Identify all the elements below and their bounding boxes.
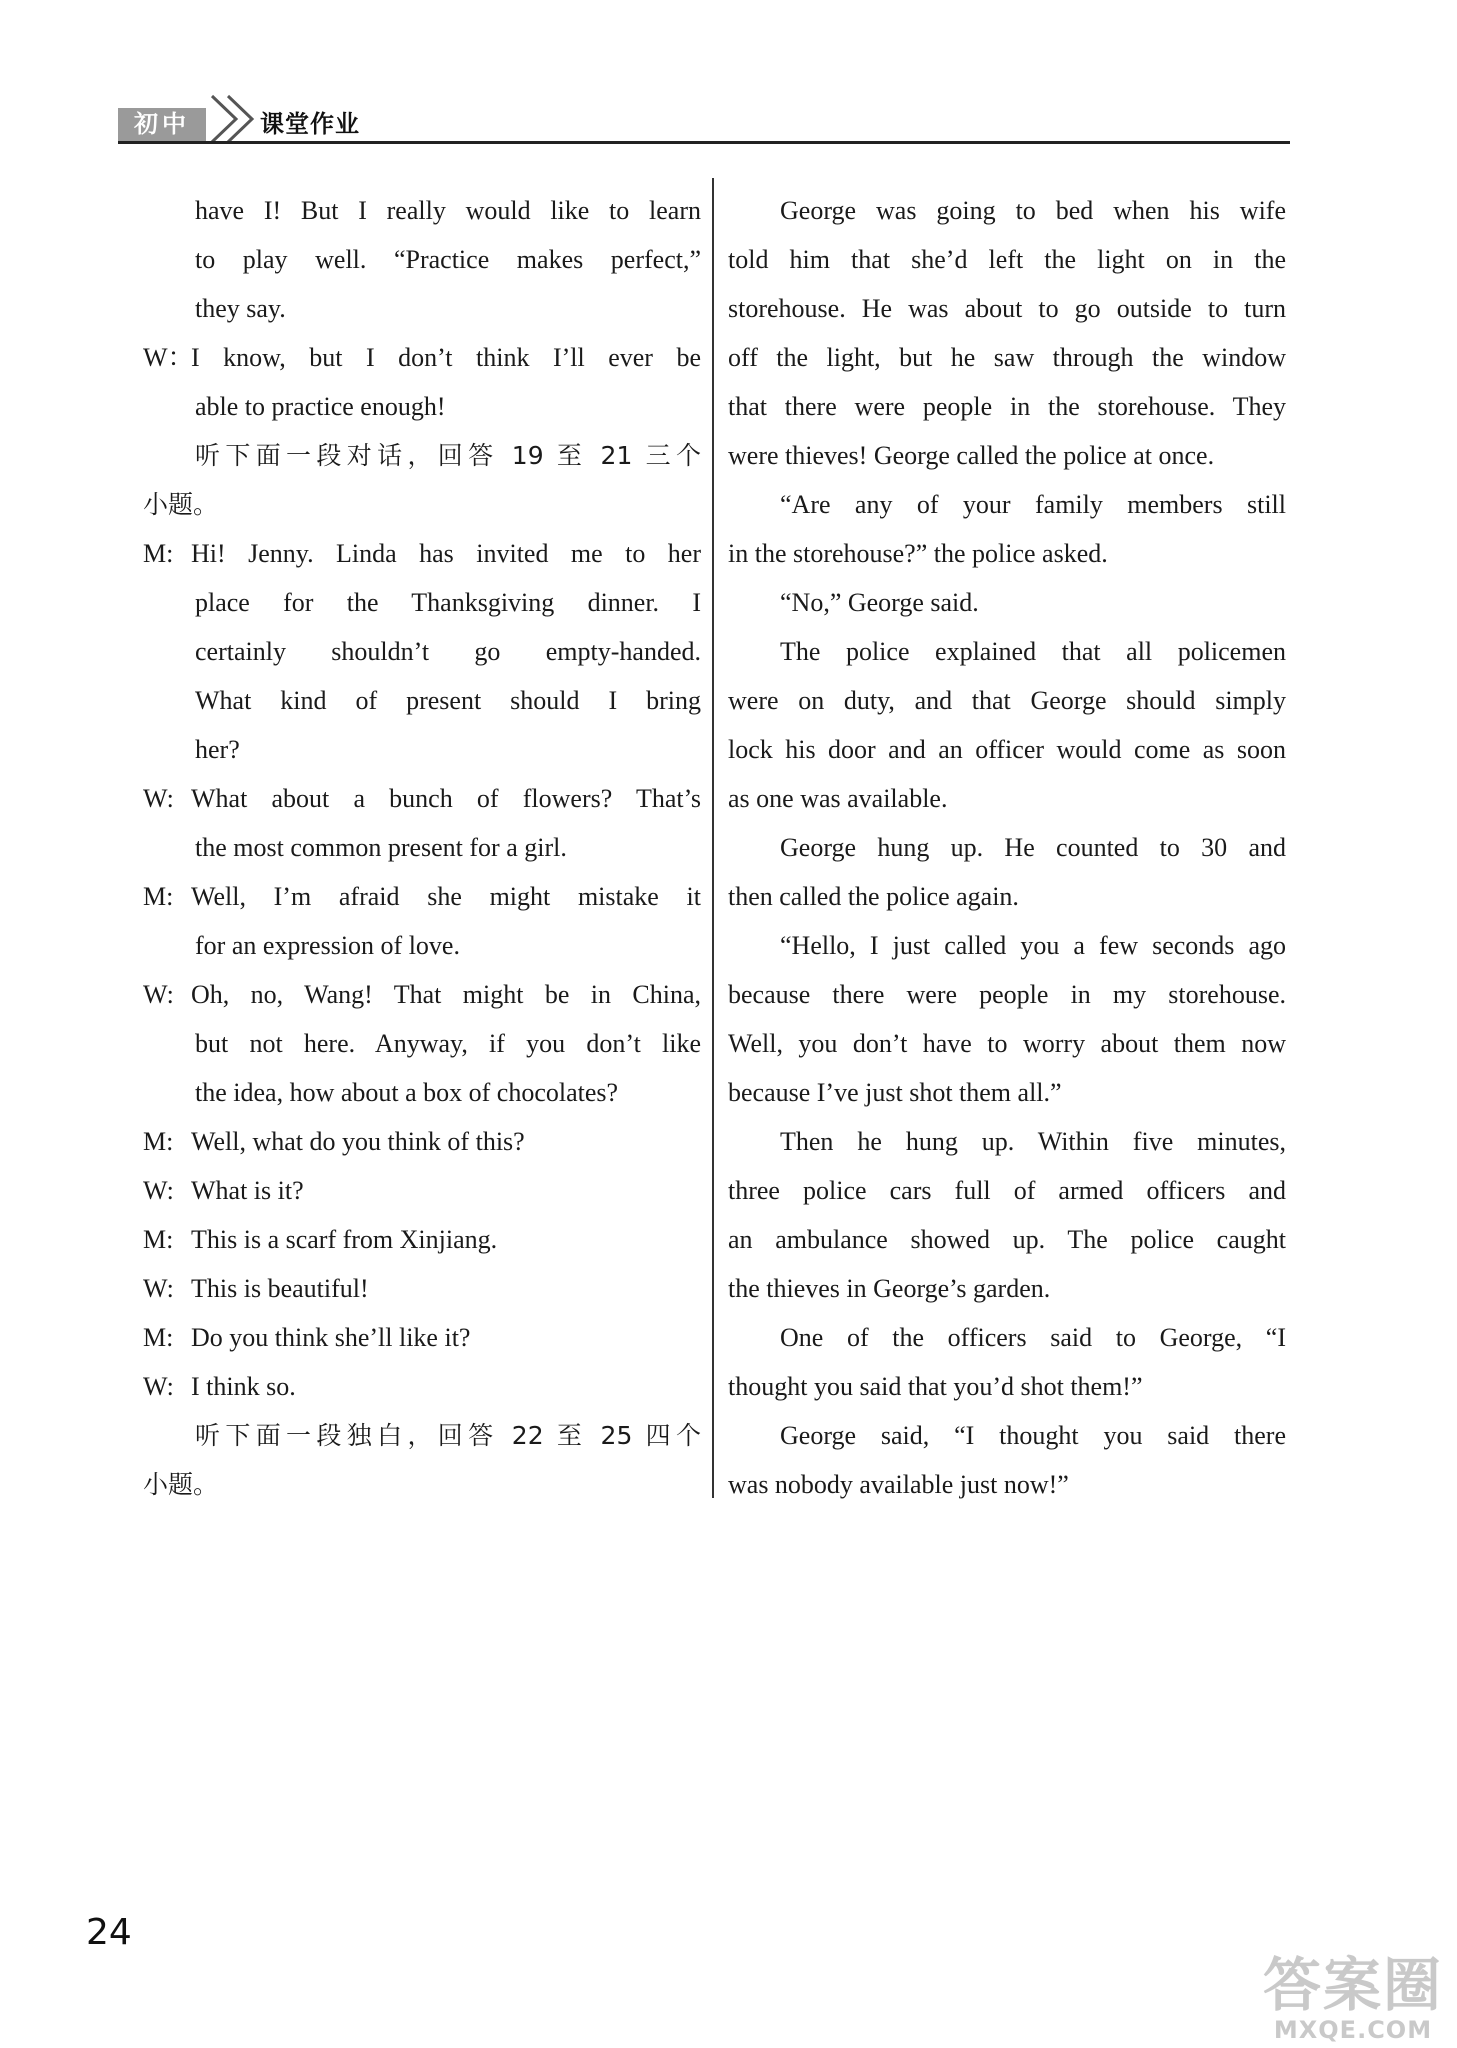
dialogue-text: Well, I’m afraid she might mistake it [191,882,701,911]
instruction-line: 小题。 [143,1470,219,1499]
text-line: certainly shouldn’t go empty-handed. [195,637,701,666]
speaker-label: M: [143,1127,174,1156]
text-line: her? [195,735,240,764]
header-rule [118,141,1290,144]
instruction-line: 小题。 [143,490,219,519]
watermark-logo [1262,1951,1443,2044]
text-line: “Hello, I just called you a few seconds ago [780,931,1286,960]
text-line: “Are any of your family members still [780,490,1286,519]
dialogue-line [143,970,701,1019]
dialogue-line [143,1264,701,1313]
text-line: as one was available. [728,784,948,813]
speaker-label: M: [143,539,174,568]
text-line: George said, “I thought you said there [780,1421,1286,1450]
text-line: “No,” George said. [780,588,979,617]
text-line: because there were people in my storehouse. [728,980,1286,1009]
text-line: they say. [195,294,286,323]
dialogue-line [143,1166,701,1215]
section-title: 课堂作业 [260,110,360,138]
dialogue-text: Oh, no, Wang! That might be in China, [191,980,701,1009]
dialogue-text: Hi! Jenny. Linda has invited me to her [191,539,701,568]
text-line: Well, you don’t have to worry about them now [728,1029,1286,1058]
column-divider [712,178,714,1498]
text-line: lock his door and an officer would come as soon [728,735,1286,764]
page-number: 24 [86,1912,132,1953]
watermark-url: MXQE.COM [1273,2016,1433,2044]
text-line: because I’ve just shot them all.” [728,1078,1062,1107]
text-line: storehouse. He was about to go outside to turn [728,294,1286,323]
dialogue-text: This is beautiful! [191,1274,369,1303]
speaker-label: W: [143,784,174,813]
text-line: able to practice enough! [195,392,446,421]
text-line: What kind of present should I bring [195,686,701,715]
dialogue-line [143,333,701,382]
dialogue-line [143,1215,701,1264]
left-column [143,186,701,1509]
dialogue-line [143,1313,701,1362]
instruction-line: 听下面一段对话，回答 19 至 21 三个 [195,441,701,470]
dialogue-line [143,1117,701,1166]
text-line: the thieves in George’s garden. [728,1274,1051,1303]
instruction-line: 听下面一段独白，回答 22 至 25 四个 [195,1421,701,1450]
speaker-label: W: [143,1274,174,1303]
dialogue-text: Well, what do you think of this? [191,1127,525,1156]
text-line: told him that she’d left the light on in the [728,245,1286,274]
text-line: the most common present for a girl. [195,833,567,862]
text-line: place for the Thanksgiving dinner. I [195,588,701,617]
dialogue-line [143,529,701,578]
text-line: an ambulance showed up. The police caught [728,1225,1286,1254]
dialogue-text: This is a scarf from Xinjiang. [191,1225,498,1254]
dialogue-line [143,872,701,921]
text-line: for an expression of love. [195,931,460,960]
watermark-text: 答案圈 [1262,1951,1443,2019]
dialogue-line [143,1362,701,1411]
text-line: One of the officers said to George, “I [780,1323,1286,1352]
text-line: but not here. Anyway, if you don’t like [195,1029,701,1058]
speaker-label: W: [143,1372,174,1401]
speaker-label: M: [143,882,174,911]
text-line: to play well. “Practice makes perfect,” [195,245,701,274]
speaker-label: W： [143,343,194,372]
text-line: the idea, how about a box of chocolates? [195,1078,619,1107]
dialogue-text: Do you think she’ll like it? [191,1323,471,1352]
page-header [118,92,1290,144]
text-line: three police cars full of armed officers and [728,1176,1286,1205]
dialogue-text: What is it? [191,1176,304,1205]
text-line: were on duty, and that George should simply [728,686,1286,715]
text-line: that there were people in the storehouse. They [728,392,1286,421]
text-line: in the storehouse?” the police asked. [728,539,1108,568]
text-line: Then he hung up. Within five minutes, [780,1127,1286,1156]
speaker-label: W: [143,1176,174,1205]
dialogue-text: What about a bunch of flowers? That’s [191,784,701,813]
speaker-label: M: [143,1323,174,1352]
text-line: then called the police again. [728,882,1019,911]
text-line: off the light, but he saw through the window [728,343,1286,372]
text-line: The police explained that all policemen [780,637,1286,666]
text-line: George was going to bed when his wife [780,196,1286,225]
dialogue-line [143,774,701,823]
text-line: was nobody available just now!” [728,1470,1069,1499]
right-column [728,186,1286,1509]
speaker-label: W: [143,980,174,1009]
text-line: George hung up. He counted to 30 and [780,833,1286,862]
text-line: were thieves! George called the police at once. [728,441,1215,470]
text-line: have I! But I really would like to learn [195,196,701,225]
dialogue-text: I think so. [191,1372,296,1401]
speaker-label: M: [143,1225,174,1254]
text-line: thought you said that you’d shot them!” [728,1372,1143,1401]
dialogue-text: I know, but I don’t think I’ll ever be [191,343,701,372]
level-tag: 初中 [118,108,206,141]
